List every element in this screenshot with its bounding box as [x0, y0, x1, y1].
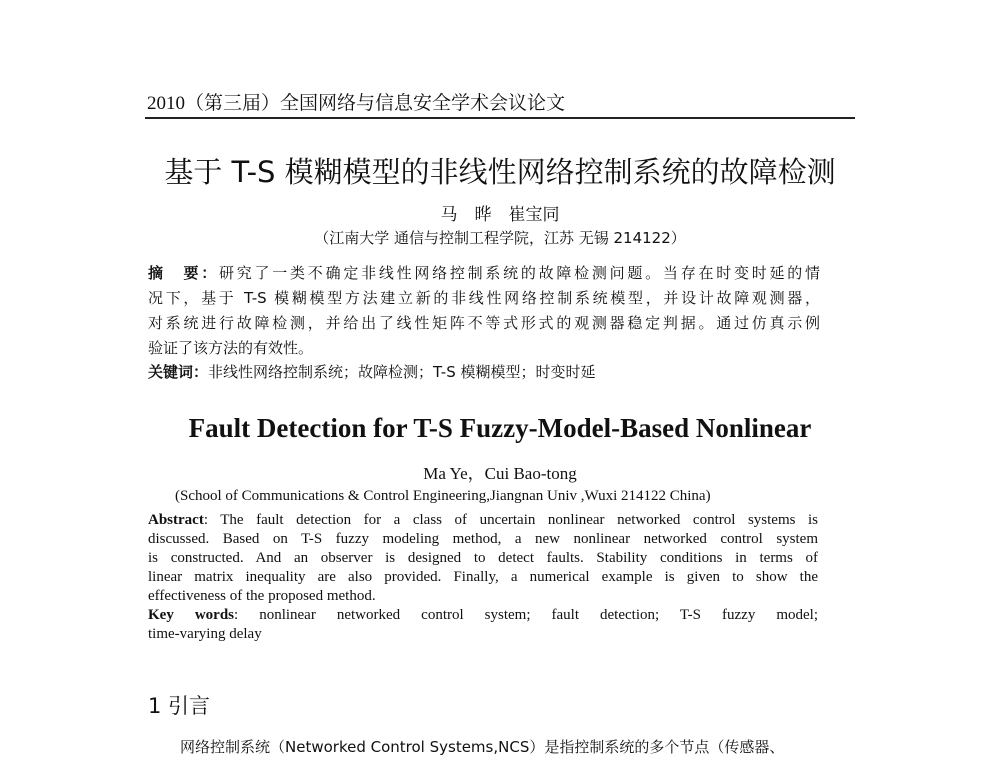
- en-keywords-text: : nonlinear networked control system; fault detection; T-S fuzzy model;: [234, 607, 818, 623]
- cn-abstract-line-2: 况下，基于 T-S 模糊模型方法建立新的非线性网络控制系统模型，并设计故障观测器，: [148, 289, 820, 307]
- cn-abstract-line-3: 对系统进行故障检测，并给出了线性矩阵不等式形式的观测器稳定判据。通过仿真示例: [148, 314, 820, 332]
- en-abstract-line-5: effectiveness of the proposed method.: [148, 588, 376, 604]
- cn-keywords-text: 非线性网络控制系统；故障检测；T-S 模糊模型；时变时延: [208, 363, 596, 381]
- en-keywords-line-1: [148, 607, 818, 624]
- cn-keywords-label: 关键词：: [148, 363, 209, 381]
- en-keywords-label: Key words: [148, 607, 235, 623]
- en-keywords-line-2: time-varying delay: [148, 626, 262, 642]
- en-authors: Ma Ye，Cui Bao-tong: [423, 464, 577, 483]
- section-first-line: 网络控制系统（Networked Control Systems,NCS）是指控制系统的多个节点（传感器、: [180, 738, 785, 756]
- cn-title: 基于 T-S 模糊模型的非线性网络控制系统的故障检测: [164, 155, 836, 189]
- en-abstract-line-1: [148, 512, 818, 529]
- en-abstract-line-4: linear matrix inequality are also provided. Finally, a numerical example is given to show the: [148, 569, 818, 585]
- en-abstract-text: : The fault detection for a class of uncertain nonlinear networked control systems is: [203, 512, 818, 528]
- cn-abstract-line-1: [148, 262, 820, 283]
- cn-affiliation: （江南大学 通信与控制工程学院，江苏 无锡 214122）: [314, 229, 686, 247]
- en-abstract-line-3: is constructed. And an observer is designed to detect faults. Stability conditions in terms of: [148, 550, 818, 566]
- cn-abstract-text: 研究了一类不确定非线性网络控制系统的故障检测问题。当存在时变时延的情: [219, 264, 820, 282]
- cn-authors: 马 晔 崔宝同: [440, 205, 560, 225]
- section-heading: 1 引言: [148, 694, 211, 718]
- header-rule: [145, 117, 855, 119]
- conference-header: 2010（第三届）全国网络与信息安全学术会议论文: [147, 93, 566, 114]
- en-abstract-line-2: discussed. Based on T-S fuzzy modeling method, a new nonlinear networked control system: [148, 531, 818, 547]
- en-title: Fault Detection for T-S Fuzzy-Model-Based Nonlinear: [188, 413, 812, 443]
- en-affiliation: (School of Communications & Control Engineering,Jiangnan Univ ,Wuxi 214122 China): [175, 488, 711, 504]
- en-abstract-label: Abstract: [148, 512, 204, 528]
- cn-keywords: [148, 361, 596, 382]
- cn-abstract-label: 摘 要：: [148, 264, 220, 282]
- cn-abstract-line-4: 验证了该方法的有效性。: [148, 339, 314, 357]
